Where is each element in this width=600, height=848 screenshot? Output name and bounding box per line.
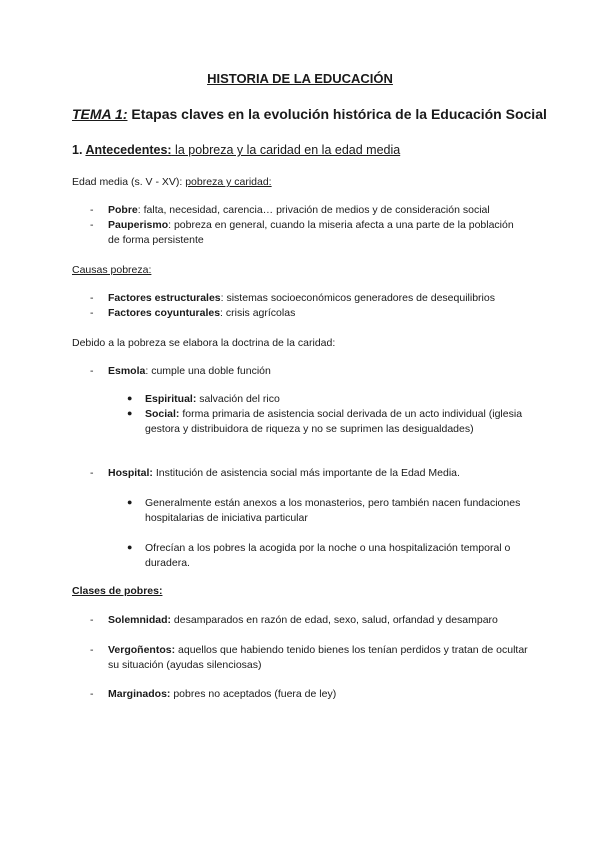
sub-list-item: Social: forma primaria de asistencia social derivada de un acto individual (iglesia gestora y distribuidora de riqueza y no se suprimen las desigualdades) [145,408,523,435]
dash-bullet: - [90,365,94,377]
dash-bullet: - [90,688,94,700]
dot-bullet: ● [127,497,133,507]
list-item: Solemnidad: desamparados en razón de edad, sexo, salud, orfandad y desamparo [108,614,498,626]
dash-bullet: - [90,219,94,231]
dash-bullet: - [90,307,94,319]
sub-list-item: Ofrecían a los pobres la acogida por la noche o una hospitalización temporal o duradera. [145,542,511,569]
dash-bullet: - [90,292,94,304]
doctrina-text: Debido a la pobreza se elabora la doctrina de la caridad: [72,337,336,349]
sub-list-item: Espiritual: salvación del rico [145,393,280,405]
dot-bullet: ● [127,408,133,418]
page-title: HISTORIA DE LA EDUCACIÓN [207,71,393,86]
dash-bullet: - [90,467,94,479]
list-item: Pobre: falta, necesidad, carencia… privación de medios y de consideración social [108,204,490,216]
list-item: Marginados: pobres no aceptados (fuera de ley) [108,688,337,700]
causas-heading: Causas pobreza: [72,264,152,276]
list-item: Factores estructurales: sistemas socioeconómicos generadores de desequilibrios [108,292,495,304]
section-number: 1. [72,143,86,157]
dash-bullet: - [90,644,94,656]
dot-bullet: ● [127,393,133,403]
section-title: Antecedentes: [85,143,172,157]
list-item-esmola: Esmola: cumple una doble función [108,365,271,377]
list-item: Vergoñentos: aquellos que habiendo tenido bienes los tenían perdidos y tratan de ocultar su situación (ayudas silenciosas) [108,644,528,671]
list-item: Factores coyunturales: crisis agrícolas [108,307,296,319]
tema-text: Etapas claves en la evolución histórica de la Educación Social [127,106,547,122]
dash-bullet: - [90,614,94,626]
clases-heading: Clases de pobres: [72,585,163,597]
sub-list-item: Generalmente están anexos a los monasterios, pero también nacen fundaciones hospitalarias de iniciativa particular [145,497,521,524]
dot-bullet: ● [127,542,133,552]
tema-heading [72,106,547,122]
list-item-hospital: Hospital: Institución de asistencia social más importante de la Edad Media. [108,467,460,479]
section-subtitle: la pobreza y la caridad en la edad media [171,143,401,157]
dash-bullet: - [90,204,94,216]
list-item: Pauperismo: pobreza en general, cuando la miseria afecta a una parte de la población de forma persistente [108,219,514,246]
edad-media-line: Edad media (s. V - XV): pobreza y caridad: [72,176,272,188]
section-heading [72,143,400,157]
tema-label: TEMA 1: [72,106,128,122]
